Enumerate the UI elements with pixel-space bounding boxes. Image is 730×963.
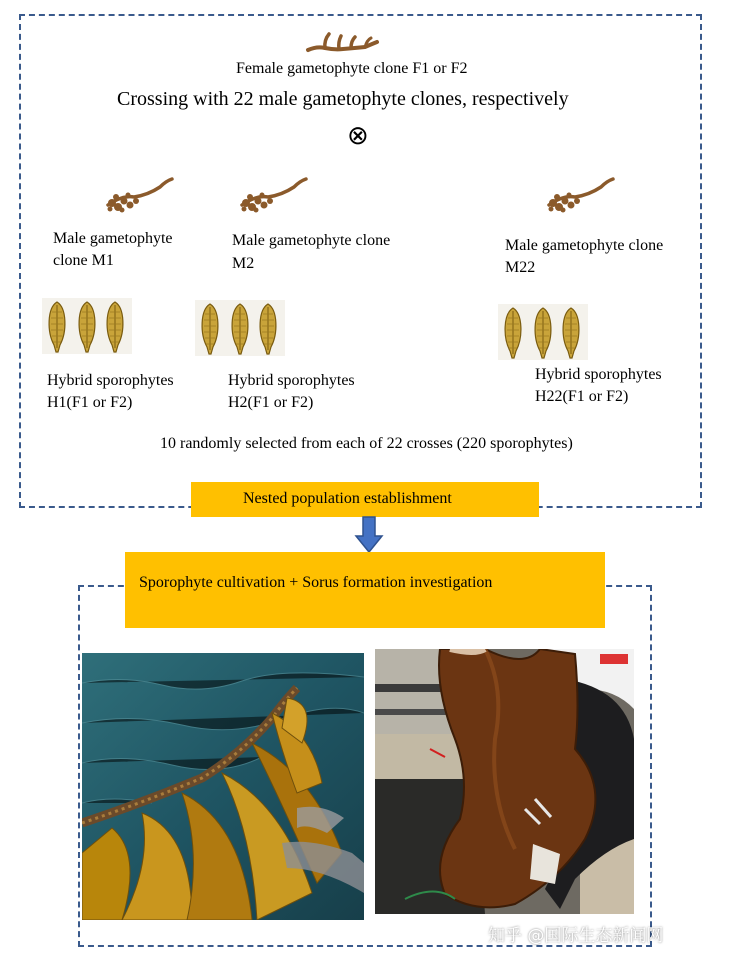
male-label-m22-line2: M22: [505, 259, 536, 276]
sporophyte-blade-icon: [197, 302, 283, 356]
kelp-rope-photo: [82, 653, 364, 920]
hybrid-label-h22-line2: H22(F1 or F2): [535, 388, 629, 405]
hybrid-label-h2-line1: Hybrid sporophytes: [228, 372, 355, 389]
male-label-m1-line2: clone M1: [53, 252, 114, 269]
male-label-m2-line2: M2: [232, 255, 255, 272]
nested-population-box: [191, 482, 539, 517]
male-label-m22-line1: Male gametophyte clone: [505, 237, 664, 254]
male-label-m1-line1: Male gametophyte: [53, 230, 173, 247]
watermark: 知乎 @国际生态新闻网: [488, 926, 664, 946]
nested-population-label: Nested population establishment: [243, 490, 452, 507]
cultivation-box: [125, 552, 605, 628]
cross-symbol: ⊗: [347, 121, 369, 151]
hybrid-label-h1-line1: Hybrid sporophytes: [47, 372, 174, 389]
crossing-label: Crossing with 22 male gametophyte clones, respectively: [117, 88, 569, 110]
male-label-m2-line1: Male gametophyte clone: [232, 232, 391, 249]
sporophyte-blade-icon: [500, 306, 586, 360]
female-gametophyte-icon: [305, 30, 380, 56]
cultivation-label: Sporophyte cultivation + Sorus formation investigation: [139, 574, 493, 591]
hybrid-label-h22-line1: Hybrid sporophytes: [535, 366, 662, 383]
hybrid-label-h2-line2: H2(F1 or F2): [228, 394, 314, 411]
male-gametophyte-icon: [545, 175, 617, 215]
down-arrow-icon: [354, 516, 384, 554]
male-gametophyte-icon: [238, 175, 310, 215]
male-gametophyte-icon: [104, 175, 176, 215]
female-label: Female gametophyte clone F1 or F2: [236, 60, 468, 77]
kelp-holding-photo: [375, 649, 634, 914]
selection-note: 10 randomly selected from each of 22 crosses (220 sporophytes): [160, 435, 573, 452]
hybrid-label-h1-line2: H1(F1 or F2): [47, 394, 133, 411]
sporophyte-blade-icon: [44, 300, 130, 354]
